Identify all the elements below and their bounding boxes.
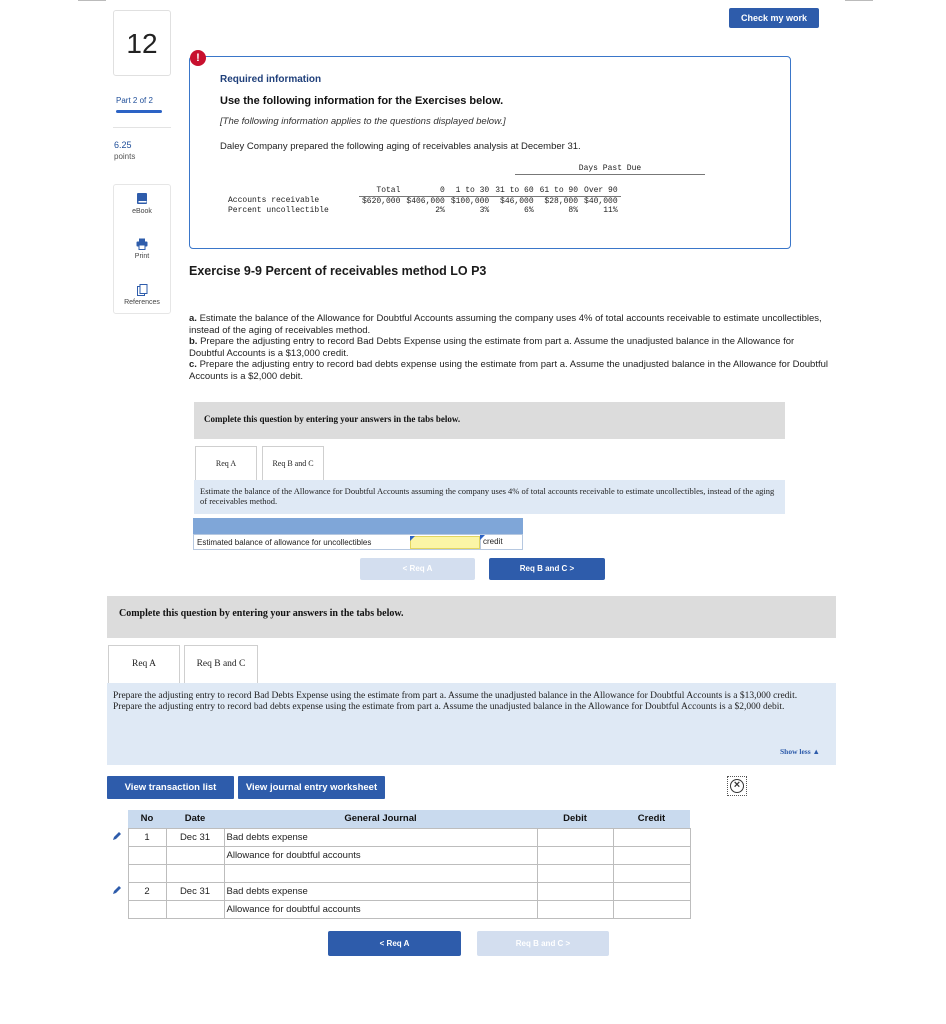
close-circle-icon: × [730, 779, 744, 793]
answer-row-label: Estimated balance of allowance for uncollectibles [197, 538, 372, 547]
answer-header-bar [193, 518, 523, 534]
row-label: Percent uncollectible [228, 206, 329, 215]
alert-icon: ! [190, 50, 206, 66]
entry-debit[interactable] [537, 882, 613, 900]
inner-complete-text: Complete this question by entering your answers in the tabs below. [204, 414, 461, 424]
col-credit: Credit [613, 810, 690, 828]
show-less-link[interactable]: Show less ▲ [780, 747, 820, 756]
inner-complete-banner [194, 402, 785, 439]
entry-no: 1 [128, 828, 166, 846]
cell: 2% [435, 206, 445, 215]
entry-credit[interactable] [613, 900, 690, 918]
inner-instruction: Estimate the balance of the Allowance for Doubtful Accounts assuming the company uses 4% of total accounts receivable to estimate uncollectibles, instead of the aging of receivables method. [194, 480, 785, 514]
table-row [107, 864, 690, 882]
col-general-journal: General Journal [224, 810, 537, 828]
row-label: Accounts receivable [228, 196, 320, 206]
part-progress-bar [116, 110, 162, 113]
ebook-button[interactable] [113, 192, 171, 215]
col-header: 1 to 30 [448, 186, 492, 196]
entry-no: 2 [128, 882, 166, 900]
part-c-text: Prepare the adjusting entry to record bad debts expense using the estimate from part a. Assume the unadjusted balance in the Allowance for Doubtful Accounts is a $2,000 debit. [189, 359, 829, 382]
table-row [107, 828, 690, 846]
outer-instruction-2: Prepare the adjusting entry to record bad debts expense using the estimate from part a. Assume the unadjusted balance in the Allowance for Doubtful Accounts is a $2,000 debit. [113, 702, 785, 712]
entry-debit[interactable] [537, 828, 613, 846]
journal-prev-button[interactable]: < Req A [328, 931, 461, 956]
cell: $406,000 [406, 196, 445, 206]
col-header: 61 to 90 [537, 186, 581, 196]
entry-date[interactable]: Dec 31 [166, 882, 224, 900]
cell: 6% [524, 206, 534, 215]
part-b-text: Prepare the adjusting entry to record Bad Debts Expense using the estimate from part a. Assume the unadjusted balance in the Allowance for Doubtful Accounts is a $13,000 credit. [189, 336, 795, 359]
entry-date[interactable]: Dec 31 [166, 828, 224, 846]
entry-credit[interactable] [613, 882, 690, 900]
col-header: 31 to 60 [492, 186, 536, 196]
suffix-marker [480, 535, 485, 540]
input-marker [410, 536, 415, 541]
check-my-work-button[interactable]: Check my work [729, 8, 819, 28]
days-past-due-header: Days Past Due [515, 164, 705, 175]
references-label: References [124, 299, 160, 306]
required-info-title: Required information [220, 74, 322, 85]
cell: $28,000 [544, 196, 579, 206]
required-info-intro: Daley Company prepared the following aging of receivables analysis at December 31. [220, 141, 581, 152]
part-a-text: Estimate the balance of the Allowance for Doubtful Accounts assuming the company uses 4% of total accounts receivable to estimate uncollectibles, instead of the aging of receivables method. [189, 313, 822, 336]
view-transaction-list-button[interactable]: View transaction list [107, 776, 234, 799]
cell: $100,000 [450, 196, 490, 206]
inner-prev-button[interactable]: < Req A [360, 558, 475, 580]
cell [359, 206, 403, 216]
outer-complete-text: Complete this question by entering your answers in the tabs below. [119, 608, 404, 619]
cell: 11% [603, 206, 618, 215]
rail-divider [113, 127, 171, 128]
required-info-note: [The following information applies to the questions displayed below.] [220, 116, 506, 127]
entry-account[interactable]: Allowance for doubtful accounts [224, 846, 537, 864]
answer-row-suffix: credit [480, 535, 522, 549]
table-row [107, 882, 690, 900]
outer-tab-req-a[interactable]: Req A [108, 645, 180, 683]
clear-entries-button[interactable] [727, 776, 747, 796]
cell: 8% [568, 206, 579, 215]
references-icon [137, 284, 148, 296]
inner-tab-req-a[interactable]: Req A [195, 446, 257, 480]
print-button[interactable] [113, 238, 171, 260]
estimated-balance-input[interactable] [410, 536, 480, 549]
inner-tab-req-bc[interactable]: Req B and C [262, 446, 324, 480]
entry-debit[interactable] [537, 900, 613, 918]
print-label: Print [134, 253, 150, 260]
top-right-rule [845, 0, 873, 1]
cell: 3% [479, 206, 490, 215]
table-row [107, 900, 690, 918]
inner-next-button[interactable]: Req B and C > [489, 558, 605, 580]
cell: $620,000 [362, 196, 401, 206]
entry-debit[interactable] [537, 846, 613, 864]
journal-next-button[interactable]: Req B and C > [477, 931, 609, 956]
exercise-body [189, 313, 829, 382]
outer-instruction [107, 683, 836, 765]
question-number: 12 [113, 10, 171, 76]
col-header: Total [359, 186, 403, 196]
journal-table [107, 810, 691, 919]
references-button[interactable] [113, 284, 171, 306]
part-indicator: Part 2 of 2 [116, 96, 153, 105]
cell: $40,000 [584, 196, 618, 206]
col-debit: Debit [537, 810, 613, 828]
entry-account[interactable]: Bad debts expense [224, 828, 537, 846]
answer-row [193, 534, 523, 550]
exercise-title: Exercise 9-9 Percent of receivables method LO P3 [189, 264, 487, 278]
outer-tab-req-bc[interactable]: Req B and C [184, 645, 258, 683]
table-row [107, 846, 690, 864]
part-a-label: a. [189, 313, 197, 324]
entry-credit[interactable] [613, 828, 690, 846]
entry-account[interactable]: Allowance for doubtful accounts [224, 900, 537, 918]
printer-icon [136, 238, 148, 250]
book-icon [136, 192, 148, 205]
col-date: Date [166, 810, 224, 828]
edit-pencil-icon[interactable] [107, 828, 128, 846]
col-header: Over 90 [581, 186, 621, 196]
required-info-heading: Use the following information for the Exercises below. [220, 95, 504, 107]
entry-account[interactable]: Bad debts expense [224, 882, 537, 900]
view-journal-worksheet-button[interactable]: View journal entry worksheet [238, 776, 385, 799]
part-c-label: c. [189, 359, 197, 370]
outer-instruction-1: Prepare the adjusting entry to record Bad Debts Expense using the estimate from part a. Assume the unadjusted balance in the Allowance for Doubtful Accounts is a $13,000 credit. [113, 691, 798, 701]
col-header: 0 [403, 186, 447, 196]
points-value: 6.25 [114, 140, 132, 150]
part-b-label: b. [189, 336, 198, 347]
cell: $46,000 [500, 196, 534, 206]
entry-credit[interactable] [613, 846, 690, 864]
ebook-label: eBook [132, 208, 152, 215]
outer-complete-banner [107, 596, 836, 638]
top-left-rule [78, 0, 106, 1]
points-label: points [114, 152, 136, 161]
col-no: No [128, 810, 166, 828]
edit-pencil-icon[interactable] [107, 882, 128, 900]
